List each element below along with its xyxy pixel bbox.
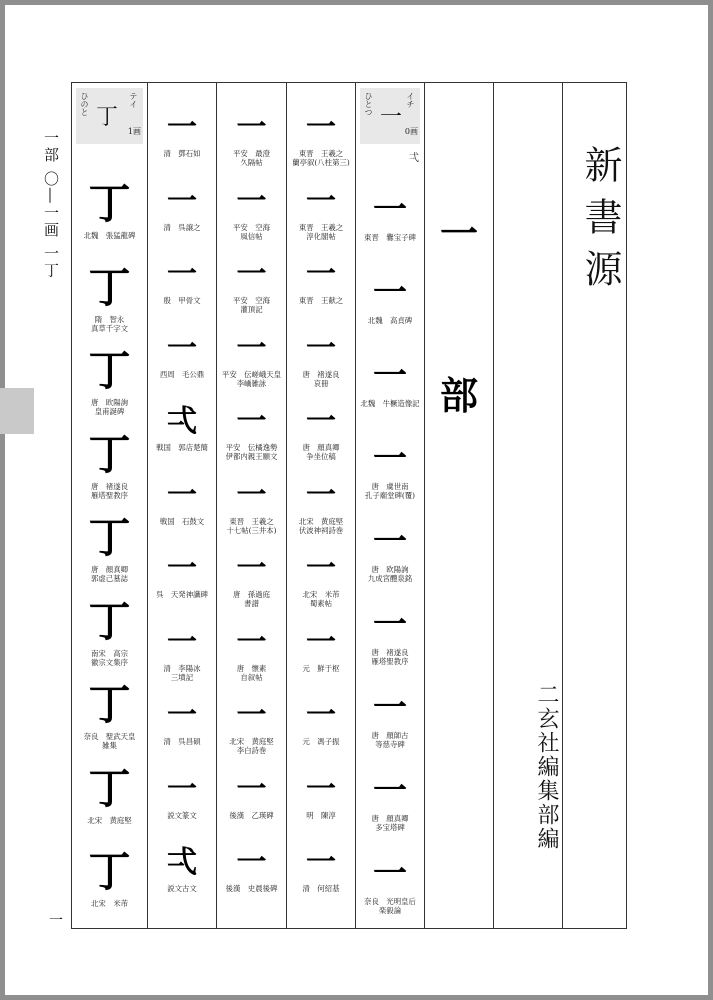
source-caption: 蜀素帖 [309, 599, 333, 608]
calligraphy-sample: 一 [306, 404, 336, 439]
source-caption: 北魏 牛橛造像記 [360, 399, 420, 408]
source-caption: 唐 褚遂良 [91, 481, 128, 491]
character-entry [356, 439, 424, 500]
radical-glyph: 一 [439, 211, 478, 256]
source-caption: 皇甫誕碑 [94, 407, 125, 416]
calligraphy-sample: 一 [306, 698, 336, 733]
character-entry [217, 551, 286, 608]
character-entry [356, 771, 424, 832]
calligraphy-sample: 丁 [88, 513, 131, 562]
calligraphy-sample: 一 [167, 183, 197, 219]
calligraphy-sample: 一 [306, 845, 336, 880]
source-caption: 唐 褚遂良 [371, 648, 409, 657]
source-caption: 呉 天発神讖碑 [156, 590, 208, 599]
calligraphy-sample: 一 [373, 273, 407, 313]
source-caption: 説文古文 [167, 884, 197, 893]
header-ding [76, 88, 143, 144]
character-entry [356, 688, 424, 749]
source-caption: 徽宗文集序 [91, 657, 128, 667]
calligraphy-sample: 一 [236, 551, 267, 586]
calligraphy-sample: 一 [373, 605, 407, 645]
calligraphy-sample: 一 [167, 551, 197, 586]
source-caption: 清 呉譲之 [163, 222, 201, 232]
calligraphy-sample: 一 [236, 183, 267, 219]
calligraphy-sample: 一 [236, 257, 267, 292]
source-caption: 争坐位稿 [306, 452, 336, 461]
source-caption: 戦国 石鼓文 [159, 516, 205, 526]
calligraphy-sample: 丁 [88, 262, 131, 312]
source-caption: 自叙帖 [240, 672, 263, 682]
source-caption: 元 鮮于枢 [302, 663, 340, 673]
source-caption: 北宋 米芾 [302, 590, 340, 599]
calligraphy-sample: 一 [236, 110, 267, 145]
source-caption: 唐 顔真卿 [371, 814, 409, 823]
calligraphy-sample: 一 [373, 190, 407, 230]
character-entry [148, 183, 216, 232]
header-ichi-kun: ひとつ [364, 92, 373, 116]
source-caption: 戦国 郭店楚簡 [156, 443, 208, 452]
character-entry [287, 477, 355, 535]
calligraphy-sample: 一 [236, 404, 267, 439]
character-entry [148, 551, 216, 599]
source-caption: 伏波神祠詩巻 [298, 525, 344, 535]
source-caption: 平安 最澄 [233, 149, 270, 158]
source-caption: 李嶠雑詠 [236, 378, 267, 388]
source-caption: 唐 虞世南 [371, 482, 409, 491]
character-entry [287, 624, 355, 673]
calligraphy-sample: 弌 [167, 845, 197, 880]
calligraphy-sample: 一 [306, 330, 336, 366]
calligraphy-sample: 一 [236, 771, 267, 807]
source-caption: 清 何紹基 [302, 884, 340, 893]
character-entry [217, 477, 286, 535]
character-entry [287, 183, 355, 241]
source-caption: 東晋 王羲之 [229, 516, 274, 526]
calligraphy-sample: 丁 [88, 346, 131, 395]
calligraphy-sample: 一 [373, 688, 407, 728]
calligraphy-sample: 一 [236, 698, 267, 733]
character-entry [287, 698, 355, 746]
character-entry [72, 513, 147, 583]
source-caption: 隋 智永 [94, 314, 125, 324]
calligraphy-sample: 一 [306, 624, 336, 660]
source-caption: 唐 顔師古 [371, 731, 409, 740]
character-entry [148, 257, 216, 305]
character-entry [287, 845, 355, 893]
source-caption: 淳化閣帖 [306, 231, 336, 241]
calligraphy-sample: 一 [167, 624, 197, 660]
calligraphy-sample: 一 [236, 845, 267, 880]
source-caption: 西周 毛公鼎 [159, 369, 205, 379]
source-caption: 等慈寺碑 [375, 740, 405, 749]
source-caption: 唐 欧陽詢 [371, 565, 409, 574]
source-caption: 平安 空海 [233, 222, 270, 232]
source-caption: 唐 懐素 [236, 663, 267, 673]
radical-label: 部 [439, 373, 478, 418]
header-ding-stroke: 1画 [127, 127, 141, 136]
character-entry [217, 257, 286, 314]
character-entry [148, 845, 216, 893]
source-caption: 北宋 黄庭堅 [298, 516, 344, 526]
character-entry [217, 404, 286, 461]
character-entry [72, 262, 147, 333]
character-entry [287, 110, 355, 167]
source-caption: 風信帖 [240, 231, 263, 241]
source-caption: 平安 伝嵯峨天皇 [221, 369, 282, 379]
source-caption: 郭虚己墓誌 [91, 574, 128, 583]
header-ichi-glyph: 一 [380, 105, 403, 130]
character-entry [217, 624, 286, 682]
calligraphy-sample: 一 [306, 110, 336, 145]
header-ichi-stroke: 0画 [404, 127, 418, 136]
character-entry [72, 596, 147, 667]
column-ichi-2 [286, 83, 355, 928]
header-ding-kun: ひのと [80, 92, 89, 116]
calligraphy-sample: 一 [236, 330, 267, 366]
character-entry [148, 404, 216, 452]
character-entry [72, 763, 147, 825]
calligraphy-sample: 一 [373, 854, 407, 894]
calligraphy-sample: 丁 [88, 847, 131, 896]
calligraphy-sample: 一 [167, 110, 197, 145]
character-entry [356, 522, 424, 583]
source-caption: 雑集 [102, 741, 117, 750]
source-caption: 雁塔聖教序 [371, 657, 409, 666]
column-ichi-4 [147, 83, 216, 928]
source-caption: 唐 顔真卿 [91, 565, 128, 574]
source-caption: 孔子廟堂碑(覆) [364, 491, 416, 500]
calligraphy-sample: 一 [306, 551, 336, 586]
source-caption: 東晋 爨宝子碑 [364, 233, 416, 242]
header-ichi-variant: 弌 [409, 153, 419, 164]
character-entry [356, 854, 424, 915]
source-caption: 明 陳淳 [306, 810, 336, 820]
calligraphy-sample: 一 [167, 698, 197, 733]
calligraphy-sample: 一 [306, 771, 336, 807]
book-page [5, 5, 708, 995]
column-ichi-1 [355, 83, 424, 928]
character-entry [287, 551, 355, 608]
source-caption: 北魏 張猛龍碑 [83, 231, 136, 240]
character-entry [72, 680, 147, 750]
source-caption: 書譜 [244, 599, 259, 608]
calligraphy-sample: 一 [236, 477, 267, 513]
calligraphy-sample: 丁 [88, 429, 131, 479]
source-caption: 十七帖(三井本) [226, 525, 277, 535]
source-caption: 伊都内親王願文 [225, 452, 278, 461]
calligraphy-sample: 一 [373, 439, 407, 479]
calligraphy-sample: 一 [167, 477, 197, 513]
character-entry [72, 847, 147, 908]
character-entry [356, 605, 424, 666]
source-caption: 南宋 高宗 [91, 648, 128, 658]
source-caption: 後漢 乙瑛碑 [229, 810, 274, 820]
source-caption: 清 李陽冰 [163, 663, 201, 673]
character-entry [217, 698, 286, 755]
source-caption: 楽毅論 [378, 906, 402, 915]
source-caption: 北魏 高貞碑 [367, 316, 413, 325]
calligraphy-sample: 弌 [167, 404, 197, 439]
header-ding-glyph: 丁 [96, 105, 119, 130]
source-caption: 清 鄧石如 [163, 149, 201, 158]
calligraphy-sample: 一 [373, 771, 407, 811]
calligraphy-sample: 一 [236, 624, 267, 660]
source-caption: 元 馮子振 [302, 737, 340, 746]
character-entry [148, 771, 216, 820]
source-caption: 東晋 王献之 [298, 296, 344, 305]
calligraphy-sample: 一 [306, 183, 336, 219]
header-ichi-on: イチ [406, 92, 415, 108]
source-caption: 北宋 黄庭堅 [229, 737, 274, 746]
calligraphy-sample: 一 [167, 330, 197, 366]
source-caption: 九成宮醴泉銘 [367, 574, 413, 583]
source-caption: 多宝塔碑 [375, 823, 405, 832]
source-caption: 後漢 史晨後碑 [225, 884, 278, 893]
source-caption: 唐 欧陽詢 [91, 398, 128, 407]
source-caption: 蘭亭叙(八柱第三) [292, 158, 350, 167]
source-caption: 唐 顔真卿 [302, 443, 340, 452]
source-caption: 殷 甲骨文 [163, 296, 201, 305]
character-entry [287, 330, 355, 388]
book-title: 新書源 [578, 145, 622, 301]
character-entry [148, 477, 216, 526]
column-ding [72, 83, 147, 928]
source-caption: 三墳記 [170, 672, 194, 682]
title-column [562, 83, 628, 928]
thumb-index-tab [0, 388, 34, 434]
source-caption: 平安 空海 [233, 296, 270, 305]
publisher: 二玄社編集部編 [534, 683, 559, 851]
character-entry [148, 698, 216, 746]
calligraphy-sample: 一 [306, 257, 336, 292]
source-caption: 灌頂記 [240, 305, 263, 314]
source-caption: 説文篆文 [167, 810, 197, 820]
character-entry [217, 330, 286, 388]
calligraphy-sample: 一 [167, 771, 197, 807]
source-caption: 北宋 黄庭堅 [87, 815, 132, 825]
header-ding-on: テイ [129, 92, 138, 108]
character-entry [72, 346, 147, 416]
character-entry [287, 404, 355, 461]
character-table [71, 82, 627, 929]
source-caption: 哀冊 [313, 378, 329, 388]
source-caption: 久隔帖 [240, 158, 263, 167]
calligraphy-sample: 丁 [88, 680, 131, 729]
source-caption: 唐 褚遂良 [302, 369, 340, 379]
character-entry [287, 771, 355, 820]
character-entry [217, 771, 286, 820]
page-marker: 一 [49, 913, 63, 929]
character-entry [217, 845, 286, 893]
calligraphy-sample: 一 [167, 257, 197, 292]
character-entry [356, 356, 424, 408]
calligraphy-sample: 丁 [88, 763, 131, 813]
character-entry [148, 624, 216, 682]
source-caption: 清 呉昌碩 [163, 737, 201, 746]
character-entry [217, 183, 286, 241]
character-entry [148, 110, 216, 158]
calligraphy-sample: 一 [373, 356, 407, 396]
radical-column [424, 83, 493, 928]
header-ichi [360, 88, 420, 144]
column-ichi-3 [216, 83, 286, 928]
character-entry [287, 257, 355, 305]
character-entry [72, 429, 147, 500]
source-caption: 雁塔聖教序 [91, 490, 128, 500]
character-entry [148, 330, 216, 379]
character-entry [356, 273, 424, 325]
calligraphy-sample: 一 [373, 522, 407, 562]
publisher-column [493, 83, 562, 928]
character-entry [356, 190, 424, 242]
section-running-head: 一部 〇―一画 一丁 [42, 130, 60, 280]
calligraphy-sample: 一 [306, 477, 336, 513]
character-entry [217, 110, 286, 167]
character-entry [72, 179, 147, 240]
source-caption: 東晋 王羲之 [298, 149, 344, 158]
source-caption: 真草千字文 [91, 323, 128, 333]
source-caption: 平安 伝橘逸勢 [225, 443, 278, 452]
calligraphy-sample: 丁 [88, 596, 131, 646]
source-caption: 唐 孫過庭 [233, 590, 270, 599]
source-caption: 北宋 米芾 [91, 899, 128, 908]
source-caption: 奈良 聖武天皇 [83, 732, 136, 741]
source-caption: 李白詩巻 [236, 746, 267, 755]
source-caption: 奈良 光明皇后 [364, 897, 416, 906]
calligraphy-sample: 丁 [88, 179, 131, 228]
source-caption: 東晋 王羲之 [298, 222, 344, 232]
